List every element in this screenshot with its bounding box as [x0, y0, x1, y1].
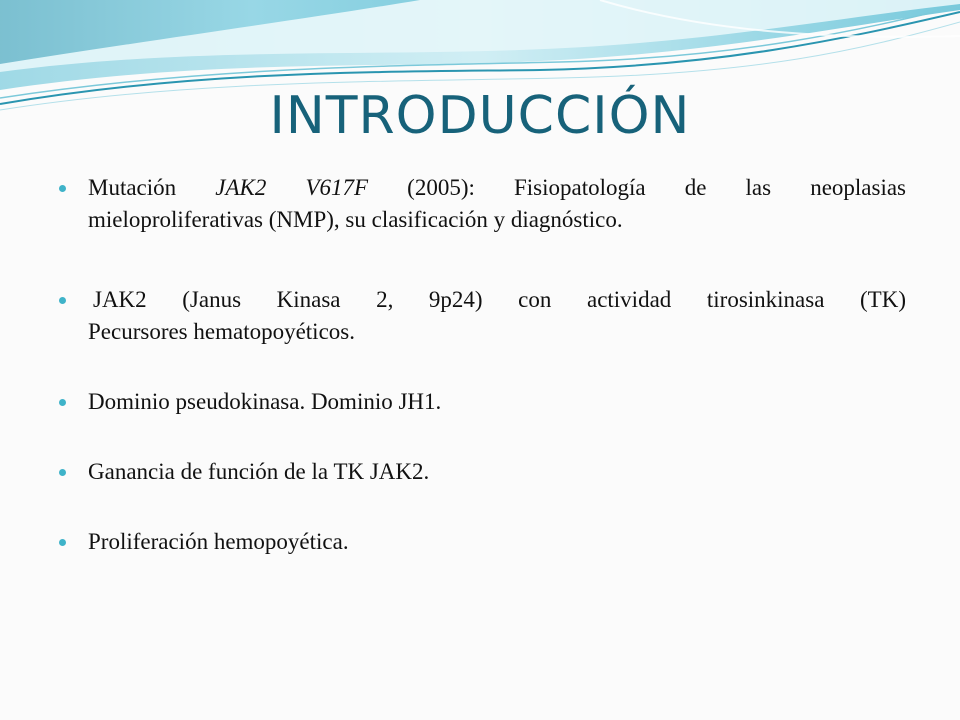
bullet-dot-icon: [59, 539, 66, 546]
bullet-list: [58, 172, 906, 558]
bullet-text: Dominio pseudokinasa. Dominio JH1.: [88, 389, 442, 414]
bullet-line: mieloproliferativas (NMP), su clasificación y diagnóstico.: [88, 207, 623, 232]
bullet-line: JAK2 (Janus Kinasa 2, 9p24) con actividad tirosinkinasa (TK): [93, 287, 906, 312]
bullet-proliferation: [58, 526, 906, 558]
bullet-dot-icon: [59, 469, 66, 476]
bullet-dot-icon: [59, 399, 66, 406]
bullet-text: Mutación: [88, 175, 216, 200]
bullet-line: [88, 172, 906, 204]
bullet-jak2-definition: [58, 284, 906, 348]
bullet-jak2-mutation: [58, 172, 906, 236]
slide-title: INTRODUCCIÓN: [269, 86, 691, 146]
bullet-line: Pecursores hematopoyéticos.: [88, 319, 355, 344]
bullet-text: (2005): Fisiopatología de las neoplasias: [368, 175, 906, 200]
bullet-italic-text: JAK2 V617F: [215, 175, 369, 200]
bullet-pseudokinase: [58, 386, 906, 418]
bullet-dot-icon: [59, 297, 66, 304]
bullet-gain-of-function: [58, 456, 906, 488]
bullet-text: Proliferación hemopoyética.: [88, 529, 349, 554]
bullet-dot-icon: [59, 185, 66, 192]
bullet-text: Ganancia de función de la TK JAK2.: [88, 459, 430, 484]
